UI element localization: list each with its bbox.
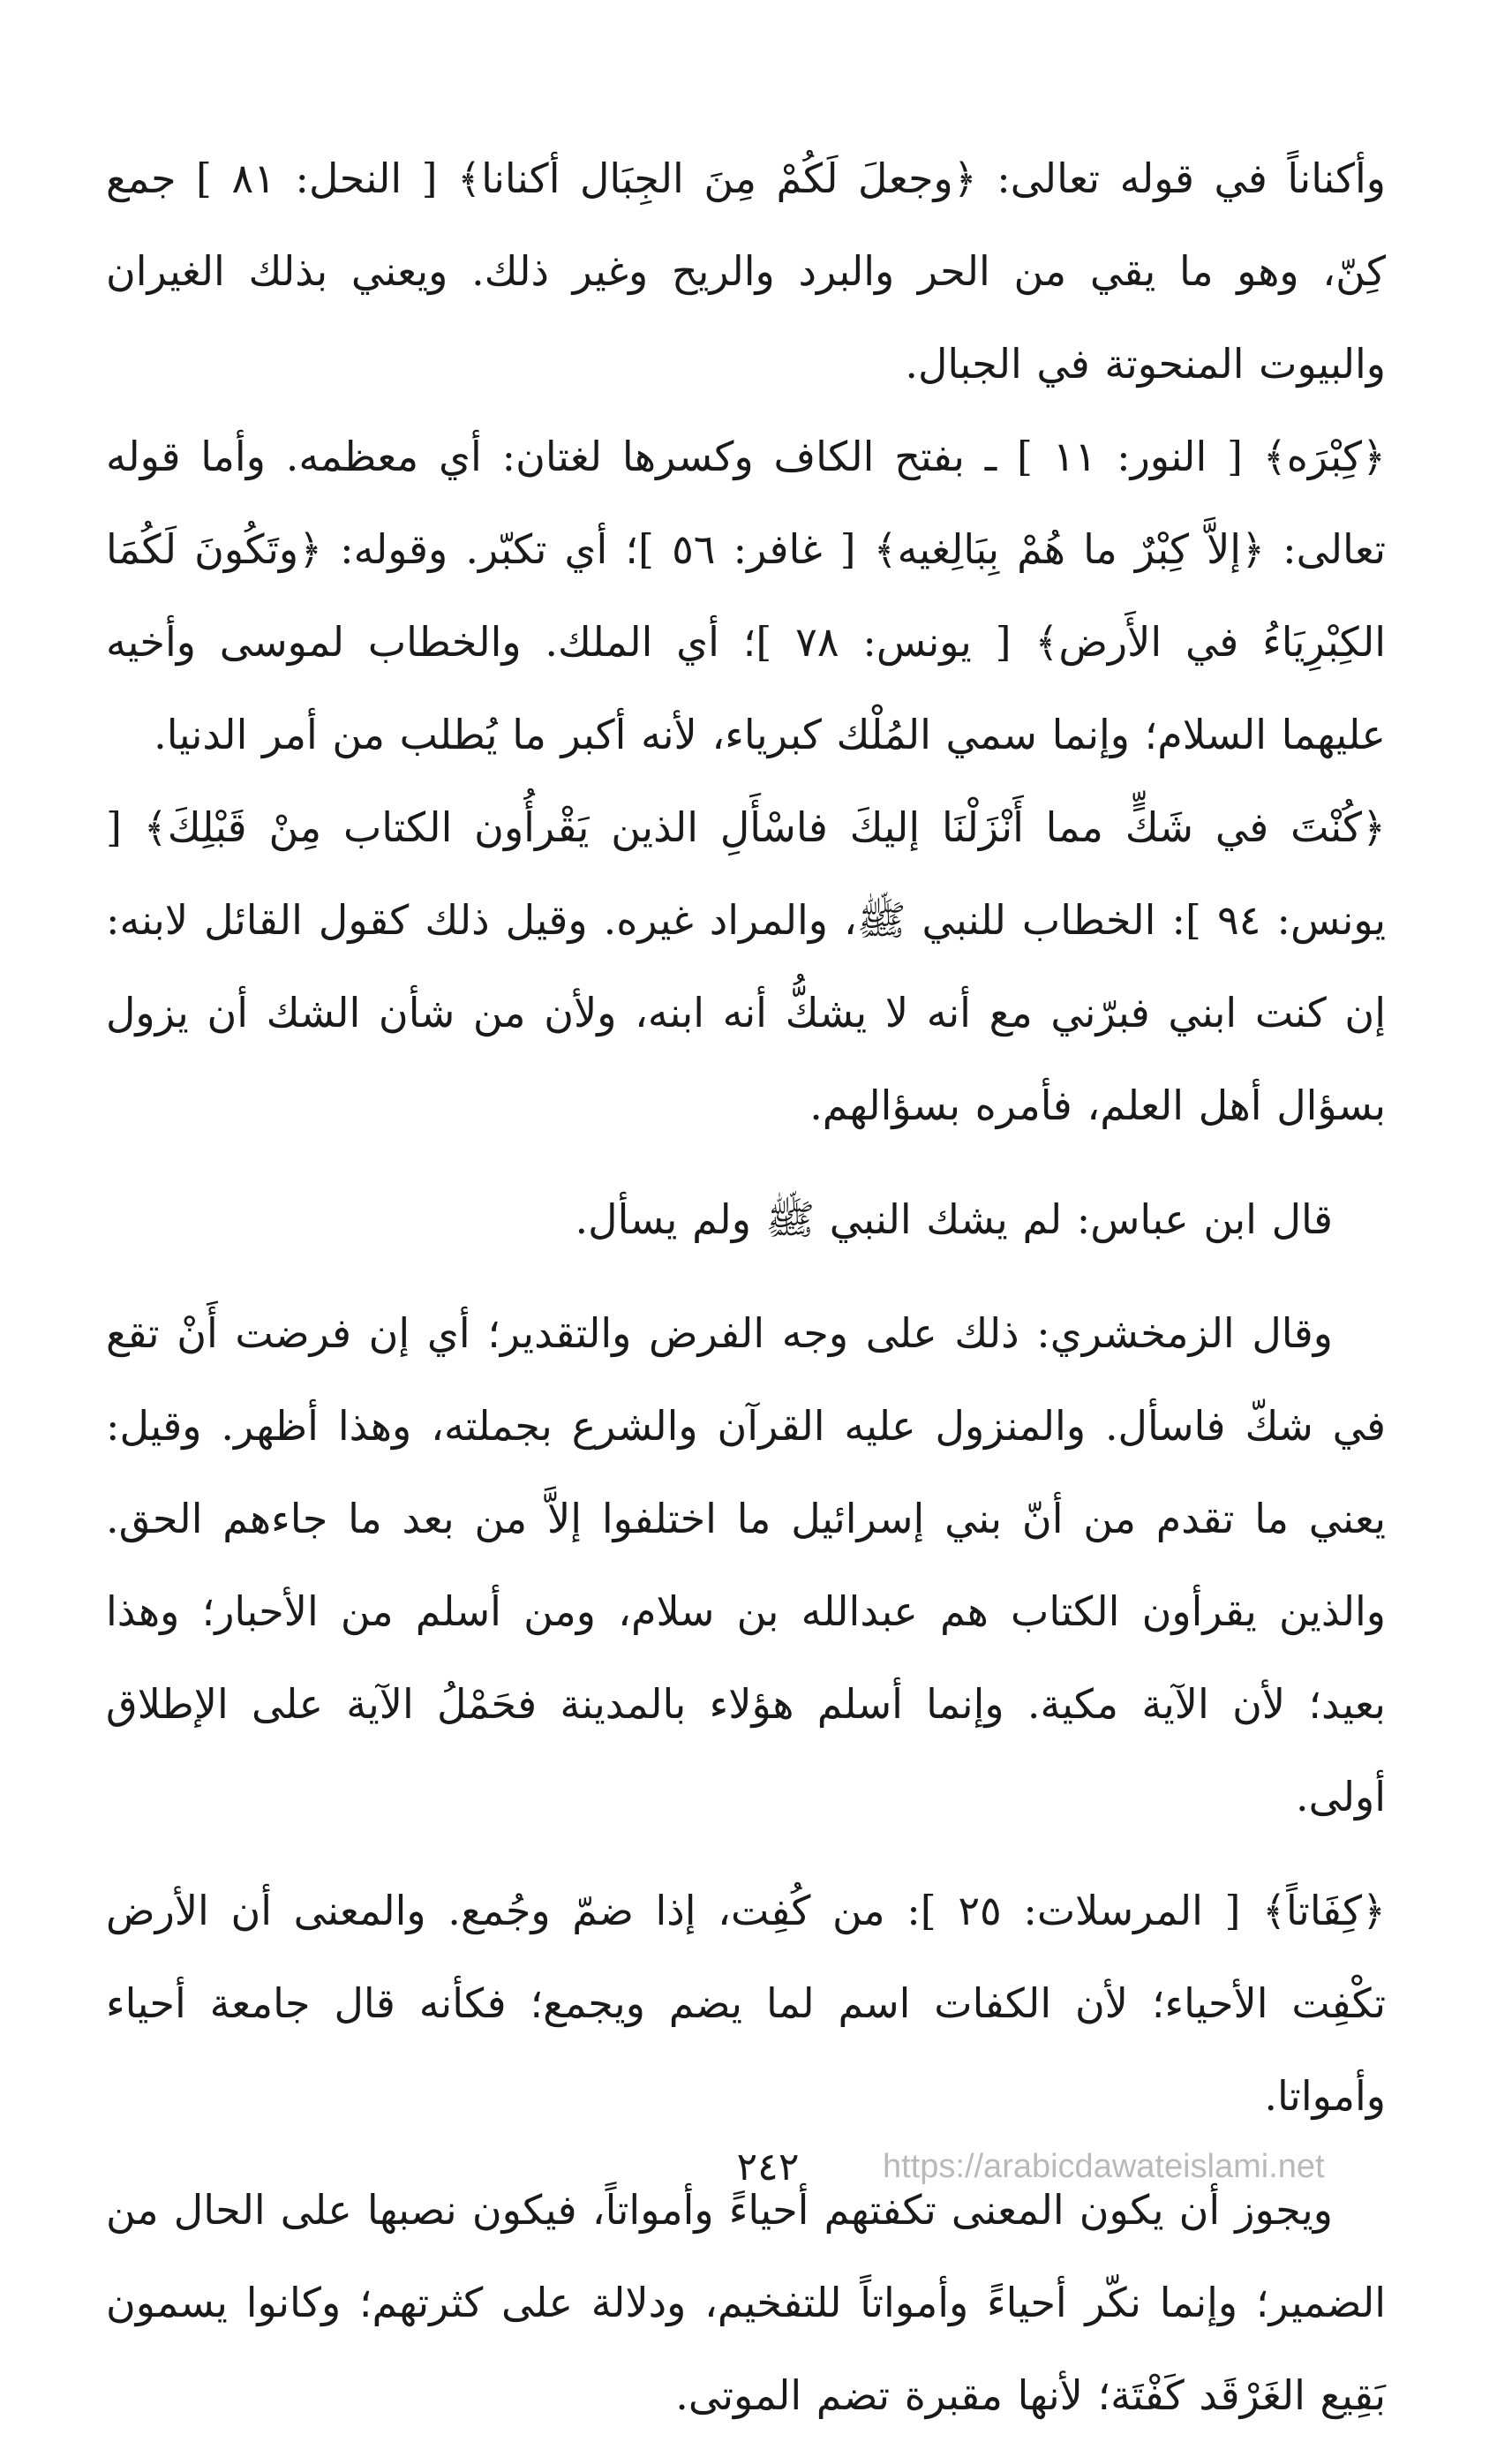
paragraph-yajuz: ويجوز أن يكون المعنى تكفتهم أحياءً وأمواتاً، فيكون نصبها على الحال من الضمير؛ وإنما نكّر أحياءً وأمواتاً للتفخيم، ودلالة على كثرتهم؛ وكانوا يسمون بَقِيع الغَرْقَد كَفْتَة؛ لأنها مقبرة تضم الموتى. [106, 2186, 1386, 2419]
watermark-url: https://arabicdawateislami.net [883, 2148, 1325, 2185]
paragraph-aknan: وأكناناً في قوله تعالى: ﴿وجعلَ لَكُمْ مِنَ الجِبَال أكنانا﴾ [ النحل: ٨١ ] جمع كِنّ، وهو ما يقي من الحر والبرد والريح وغير ذلك. ويعني بذلك الغيران والبيوت المنحوتة في الجبال. [106, 155, 1387, 388]
paragraph-kifata: ﴿كِفَاتاً﴾ [ المرسلات: ٢٥ ]: من كُفِت، إذا ضمّ وجُمع. والمعنى أن الأرض تكْفِت الأحياء؛ لأن الكفات اسم لما يضم ويجمع؛ فكأنه قال جامعة أحياء وأمواتا. [106, 1887, 1386, 2120]
paragraph-zamakhshari: وقال الزمخشري: ذلك على وجه الفرض والتقدير؛ أي إن فرضت أَنْ تقع في شكّ فاسأل. والمنزول عليه القرآن والشرع بجملته، وهذا أظهر. وقيل: يعني ما تقدم من أنّ بني إسرائيل ما اختلفوا إلاَّ من بعد ما جاءهم الحق. والذين يقرأون الكتاب هم عبدالله بن سلام، ومن أسلم من الأحبار؛ وهذا بعيد؛ لأن الآية مكية. وإنما أسلم هؤلاء بالمدينة فحَمْلُ الآية على الإطلاق أولى. [106, 1309, 1386, 1820]
paragraph-kibrah: ﴿كِبْرَه﴾ [ النور: ١١ ] ـ بفتح الكاف وكسرها لغتان: أي معظمه. وأما قوله تعالى: ﴿إلاَّ كِبْرٌ ما هُمْ بِبَالِغيه﴾ [ غافر: ٥٦ ]؛ أي تكبّر. وقوله: ﴿وتَكُونَ لَكُمَا الكِبْرِيَاءُ في الأَرض﴾ [ يونس: ٧٨ ]؛ أي الملك. والخطاب لموسى وأخيه عليهما السلام؛ وإنما سمي المُلْك كبرياء، لأنه أكبر ما يُطلب من أمر الدنيا. [106, 433, 1387, 758]
paragraph-kunta-fi-shakk: ﴿كُنْتَ في شَكٍّ مما أَنْزَلْنَا إليكَ فاسْأَلِ الذين يَقْرأُون الكتاب مِنْ قَبْلِكَ﴾ [ يونس: ٩٤ ]: الخطاب للنبي ﷺ، والمراد غيره. وقيل ذلك كقول القائل لابنه: إن كنت ابني فبرّني مع أنه لا يشكُّ أنه ابنه، ولأن من شأن الشك أن يزول بسؤال أهل العلم، فأمره بسؤالهم. [106, 803, 1386, 1129]
page-footer [0, 2137, 1512, 2207]
page-number: ٢٤٢ [736, 2144, 800, 2190]
paragraph-ibn-abbas: قال ابن عباس: لم يشك النبي ﷺ ولم يسأل. [575, 1195, 1333, 1243]
